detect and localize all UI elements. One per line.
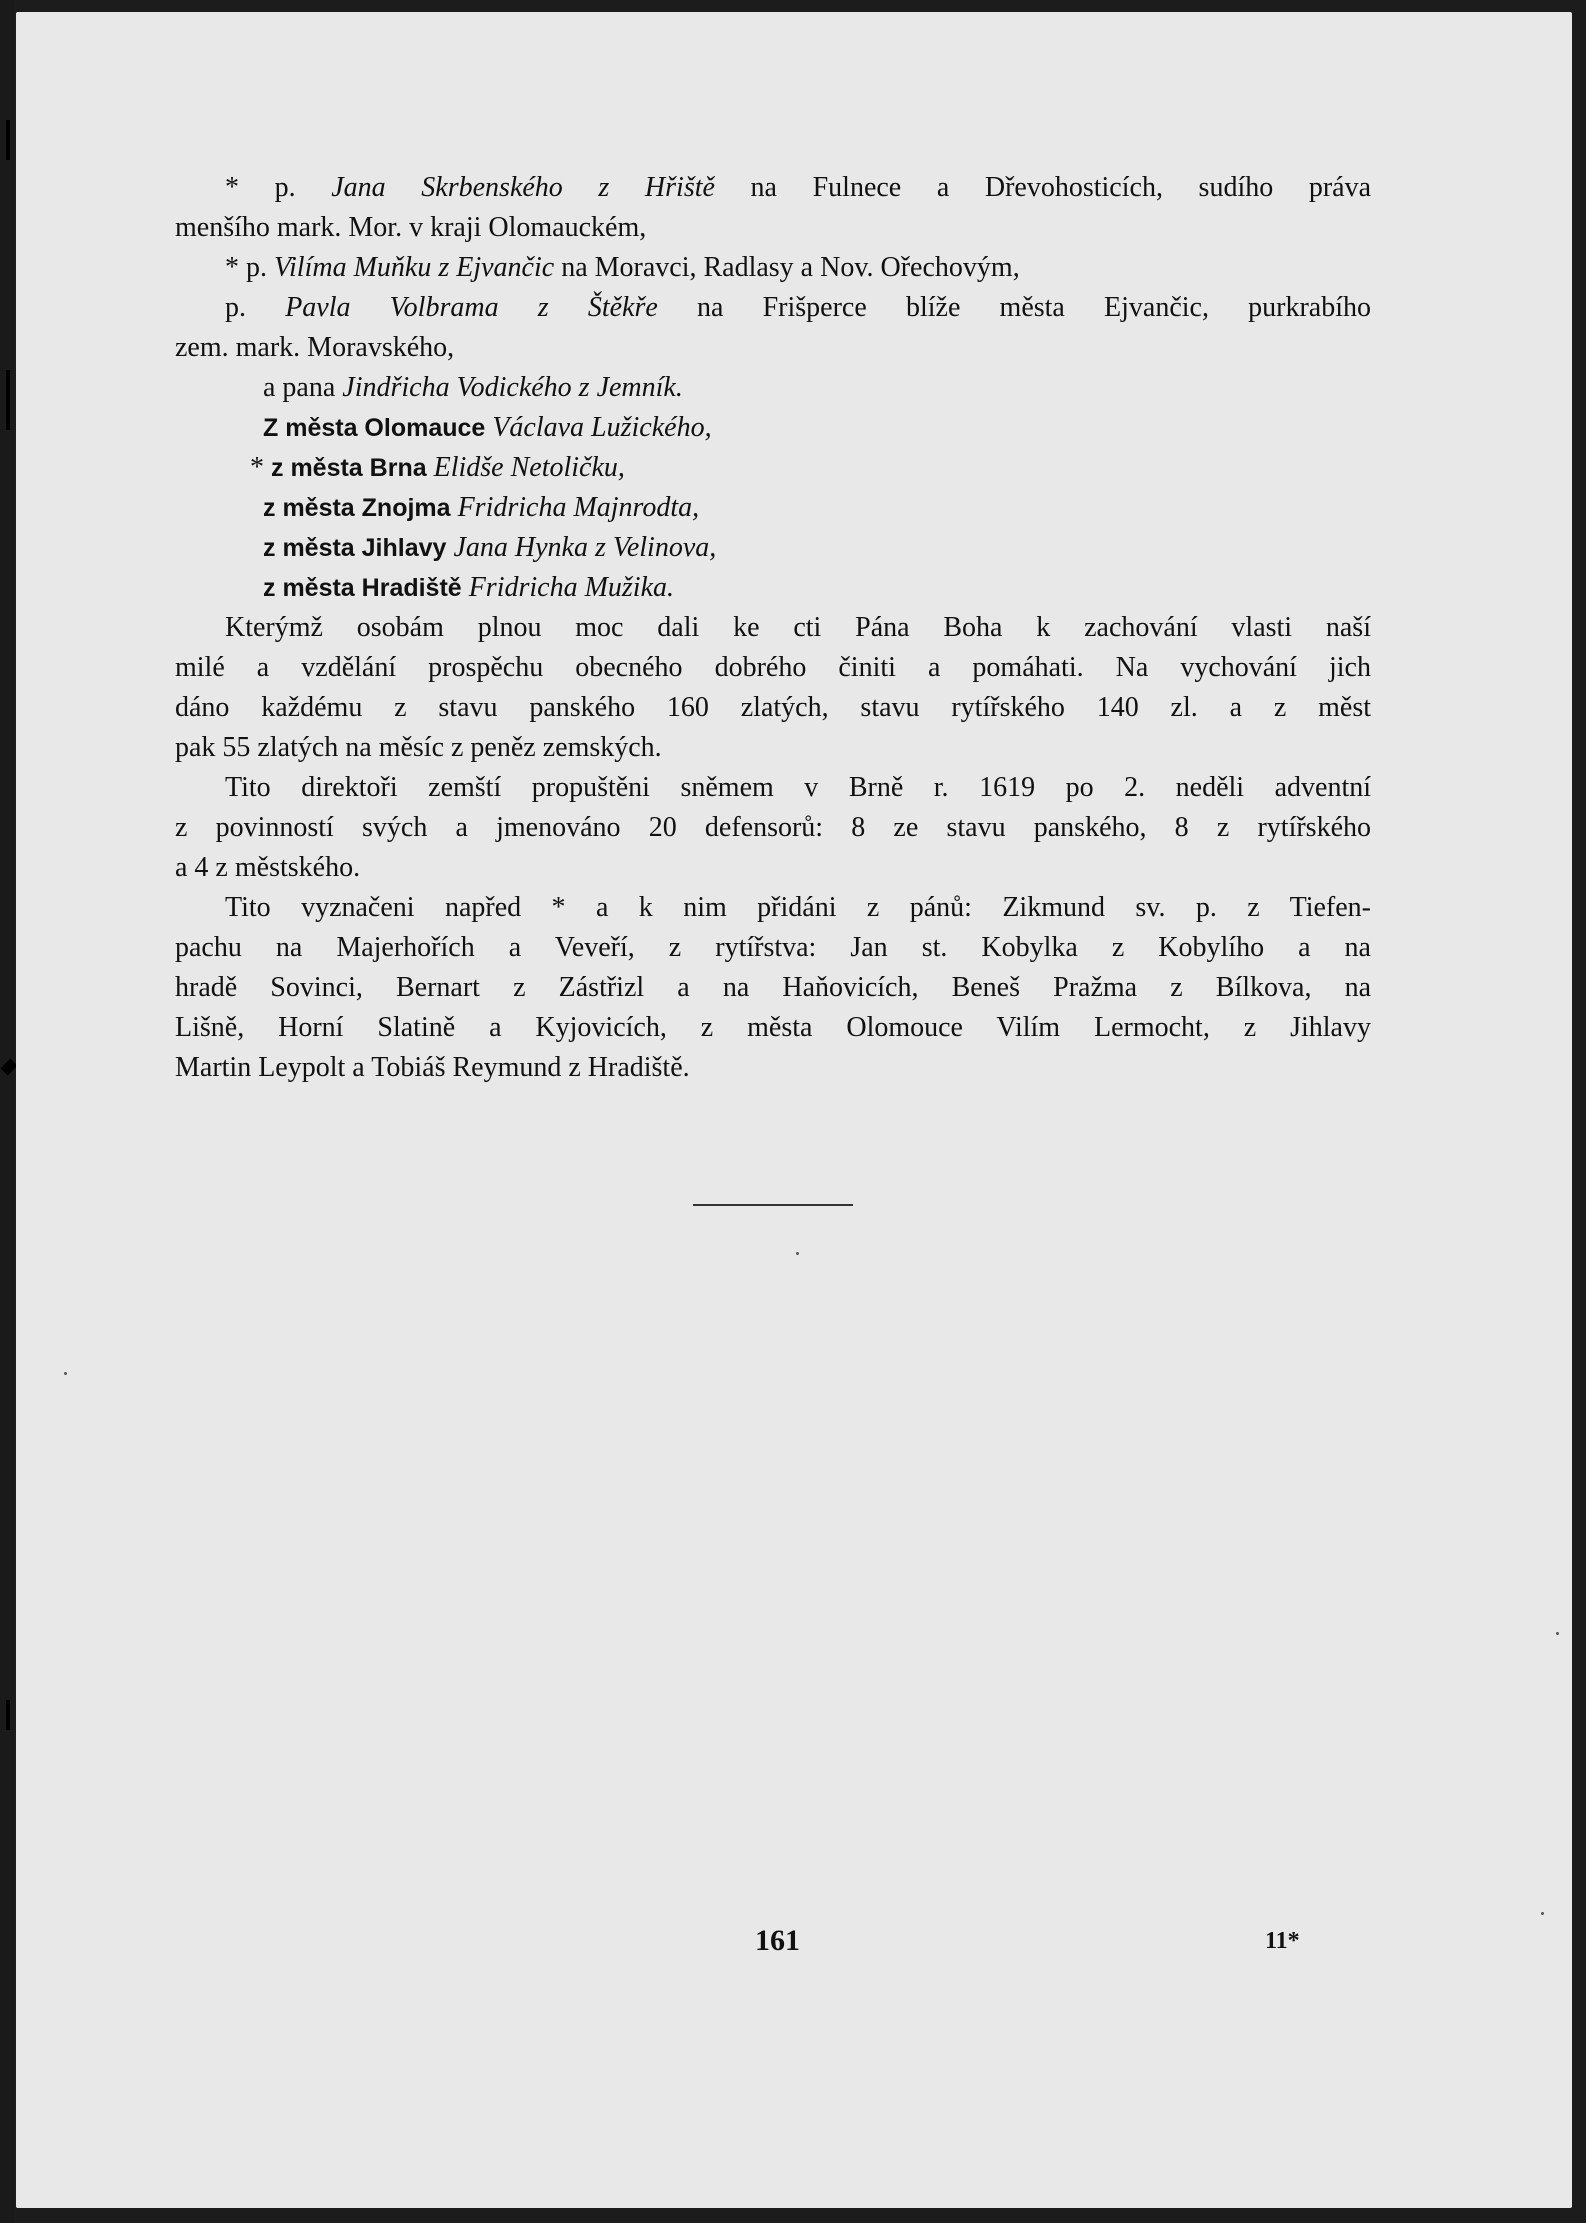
scan-left-edge	[0, 0, 14, 2223]
text-line: * p. Jana Skrbenského z Hřiště na Fulnece a Dřevohosticích, sudího práva	[225, 172, 1372, 203]
paper-speck	[1556, 1632, 1559, 1635]
signature-mark: 11*	[1265, 1928, 1300, 1954]
text-line: Tito direktoři zemští propuštěni sněmem v Brně r. 1619 po 2. neděli adventní	[225, 772, 1371, 803]
paper-speck	[796, 1252, 799, 1255]
text-line: Lišně, Horní Slatině a Kyjovicích, z města Olomouce Vilím Lermocht, z Jihlavy	[175, 1012, 1371, 1043]
person-name: Pavla Volbrama z Štěkře	[285, 292, 658, 323]
text-line: zem. mark. Moravského,	[175, 332, 455, 363]
text-line: pachu na Majerhořích a Veveří, z rytířstva: Jan st. Kobylka z Kobylího a na	[175, 932, 1371, 963]
page-number: 161	[755, 1924, 800, 1957]
binding-mark	[6, 120, 10, 160]
person-name: Václava Lužického,	[492, 412, 712, 443]
person-name: Fridricha Majnrodta,	[457, 492, 700, 523]
text-line: a pana Jindřicha Vodického z Jemník.	[263, 372, 683, 403]
text-line: z města Znojma Fridricha Majnrodta,	[263, 492, 700, 523]
paper-speck	[64, 1372, 67, 1375]
text-line: dáno každému z stavu panského 160 zlatých, stavu rytířského 140 zl. a z měst	[175, 692, 1371, 723]
person-name: Jindřicha Vodického z Jemník.	[342, 372, 683, 403]
binding-mark	[1, 1059, 18, 1076]
text-line: z města Hradiště Fridricha Mužika.	[263, 572, 675, 603]
person-name: Elidše Netoličku,	[433, 452, 625, 483]
text-line: z povinností svých a jmenováno 20 defensorů: 8 ze stavu panského, 8 z rytířského	[175, 812, 1371, 843]
text-line: a 4 z městského.	[175, 852, 361, 883]
person-name: Jana Skrbenského z Hřiště	[331, 172, 715, 203]
text-line: * p. Vilíma Muňku z Ejvančic na Moravci, Radlasy a Nov. Ořechovým,	[225, 252, 1020, 283]
person-name: Fridricha Mužika.	[468, 572, 675, 603]
text-line: hradě Sovinci, Bernart z Zástřizl a na Haňovicích, Beneš Pražma z Bílkova, na	[175, 972, 1371, 1003]
binding-mark	[6, 370, 10, 430]
text-line: Kterýmž osobám plnou moc dali ke cti Pána Boha k zachování vlasti naší	[225, 612, 1371, 643]
text-line: pak 55 zlatých na měsíc z peněz zemských.	[175, 732, 662, 763]
text-line: z města Jihlavy Jana Hynka z Velinova,	[263, 532, 717, 563]
text-line: Martin Leypolt a Tobiáš Reymund z Hradiště.	[175, 1052, 690, 1083]
text-line: milé a vzdělání prospěchu obecného dobrého činiti a pomáhati. Na vychování jich	[175, 652, 1371, 683]
text-line: * z města Brna Elidše Netoličku,	[250, 452, 625, 483]
text-line: menšího mark. Mor. v kraji Olomauckém,	[175, 212, 647, 243]
text-line: p. Pavla Volbrama z Štěkře na Frišperce blíže města Ejvančic, purkrabího	[225, 292, 1372, 323]
person-name: Jana Hynka z Velinova,	[453, 532, 717, 563]
binding-mark	[6, 1700, 10, 1730]
section-divider	[693, 1204, 853, 1206]
text-line: Tito vyznačeni napřed * a k nim přidáni z pánů: Zikmund sv. p. z Tiefen-	[225, 892, 1371, 923]
person-name: Vilíma Muňku z Ejvančic	[274, 252, 555, 283]
text-line: Z města Olomauce Václava Lužického,	[263, 412, 712, 443]
paper-speck	[1541, 1912, 1544, 1915]
document-body	[175, 168, 1371, 1088]
